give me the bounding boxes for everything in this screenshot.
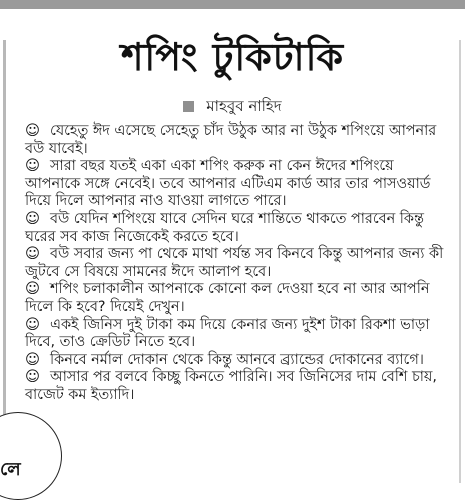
- list-item-text: কিনবে নর্মাল দোকান থেকে কিন্তু আনবে ব্র্যান্ডের দোকানের ব্যাগে।: [50, 351, 424, 368]
- smiley-icon: ☺: [25, 158, 41, 175]
- list-item-text: বউ সবার জন্য পা থেকে মাথা পর্যন্ত সব কিনবে কিন্তু আপনার জন্য কী জুটবে সে বিষয়ে সামনের ঈদে আলাপ হবে।: [25, 246, 444, 280]
- smiley-icon: ☺: [25, 246, 41, 263]
- square-bullet-icon: [183, 101, 194, 112]
- smiley-icon: ☺: [25, 210, 41, 227]
- list-item: [25, 246, 449, 281]
- list-item-text: সারা বছর যতই একা একা শপিং করুক না কেন ঈদের শপিংয়ে আপনাকে সঙ্গে নেবেই। তবে আপনার এটিএম কার্ড আর তার পাসওয়ার্ড দিয়ে দিলে আপনার নাও যাওয়া লাগতে পারে।: [25, 158, 431, 210]
- joke-list: [25, 123, 449, 405]
- smiley-icon: ☺: [25, 369, 41, 386]
- list-item: [25, 317, 449, 352]
- list-item: [25, 211, 449, 246]
- corner-fragment-text: লে: [0, 459, 21, 480]
- list-item: [25, 352, 449, 370]
- list-item-text: বউ যেদিন শপিংয়ে যাবে সেদিন ঘরে শান্তিতে থাকতে পারবেন কিন্তু ঘরের সব কাজ নিজেকেই করতে হবে।: [25, 210, 424, 245]
- author-name: মাহবুব নাহিদ: [206, 97, 282, 115]
- smiley-icon: ☺: [25, 316, 41, 333]
- list-item-text: আসার পর বলবে কিচ্ছু কিনতে পারিনি। সব জিনিসের দাম বেশি চায়, বাজেট কম ইত্যাদি।: [25, 369, 437, 403]
- list-item-text: যেহেতু ঈদ এসেছে সেহেতু চাঁদ উঠুক আর না উঠুক শপিংয়ে আপনার বউ যাবেই।: [25, 123, 437, 157]
- smiley-icon: ☺: [25, 281, 41, 298]
- article-title: শপিং টুকিটাকি: [120, 35, 345, 79]
- list-item-text: শপিং চলাকালীন আপনাকে কোনো কল দেওয়া হবে না আর আপনি দিলে কি হবে? দিয়েই দেখুন।: [25, 281, 430, 315]
- list-item: [25, 369, 449, 404]
- list-item: [25, 281, 449, 316]
- byline: [0, 95, 465, 120]
- list-item-text: একই জিনিস দুই টাকা কম দিয়ে কেনার জন্য দুইশ টাকা রিকশা ভাড়া দিবে, তাও ক্রেডিট নিতে হবে।: [25, 316, 430, 351]
- top-border: [0, 0, 465, 9]
- smiley-icon: ☺: [25, 351, 41, 368]
- list-item: [25, 158, 449, 211]
- smiley-icon: ☺: [25, 123, 41, 139]
- list-item: [25, 123, 449, 158]
